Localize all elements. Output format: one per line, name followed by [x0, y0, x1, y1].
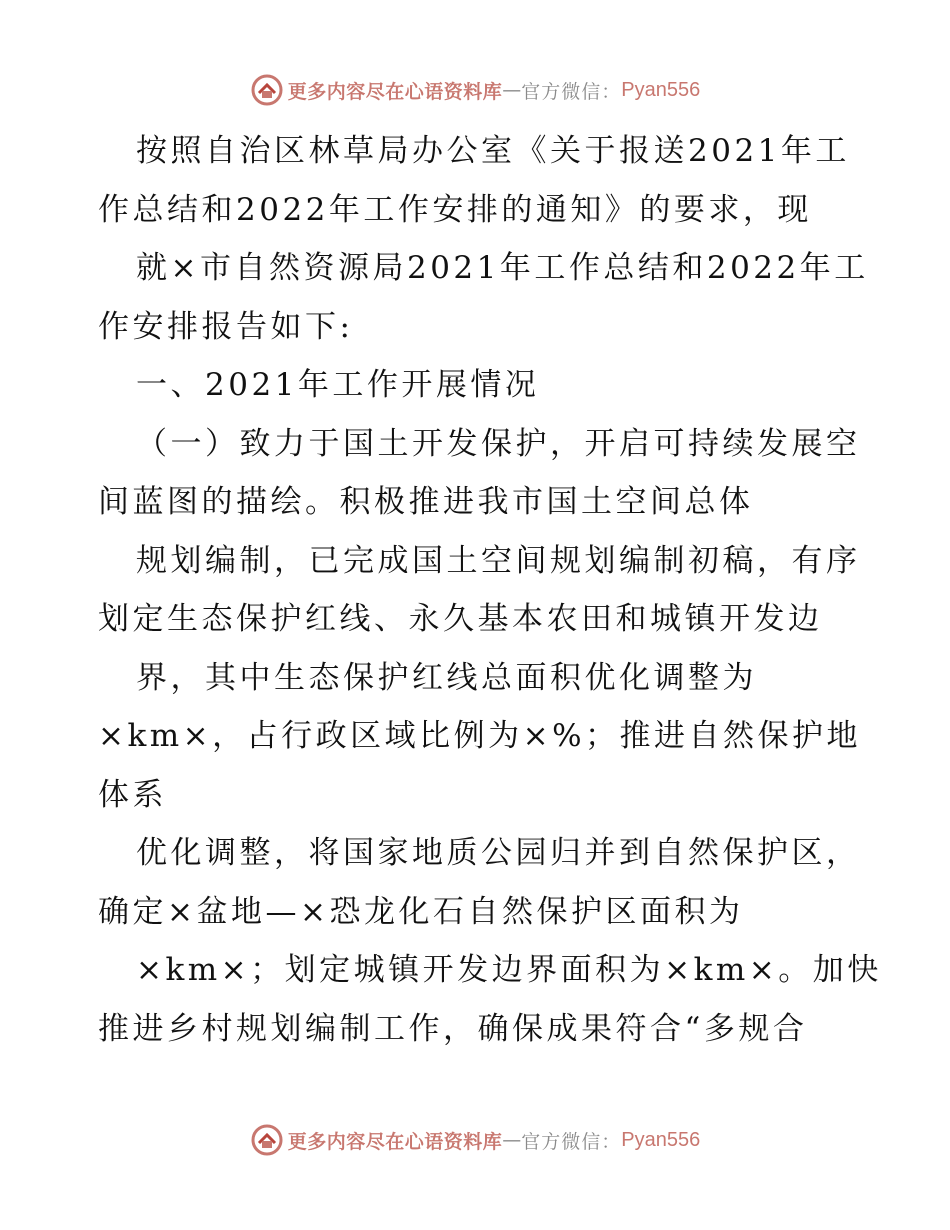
text-line: （一）致力于国土开发保护，开启可持续发展空: [136, 425, 861, 462]
watermark-label: 官方微信：: [521, 80, 622, 103]
watermark-wechat-id: Pyan556: [621, 1128, 701, 1151]
text-line: 推进乡村规划编制工作，确保成果符合“多规合: [98, 1010, 808, 1047]
header-watermark: [0, 72, 950, 108]
text-line: 就×市自然资源局2021年工作总结和2022年工: [136, 250, 869, 286]
text-line: 确定×盆地—×恐龙化石自然保护区面积为: [98, 893, 744, 930]
text-line: 按照自治区林草局办公室《关于报送2021年工: [136, 133, 850, 169]
text-line: 间蓝图的描绘。积极推进我市国土空间总体: [98, 484, 754, 520]
text-line: ×km×；划定城镇开发边界面积为×km×。加快: [136, 952, 882, 988]
watermark-main-text: 更多内容尽在心语资料库: [287, 1130, 503, 1153]
document-body: [98, 122, 882, 1058]
text-line: 体系: [98, 776, 167, 813]
text-line: ×km×，占行政区域比例为×%；推进自然保护地: [98, 718, 862, 754]
text-line: 一、2021年工作开展情况: [136, 367, 540, 403]
text-line: 规划编制，已完成国土空间规划编制初稿，有序: [136, 542, 861, 579]
book-logo-icon: [250, 1123, 284, 1157]
watermark-main-text: 更多内容尽在心语资料库: [287, 80, 503, 103]
watermark-wechat-id: Pyan556: [621, 78, 701, 101]
watermark-separator: —: [502, 79, 522, 101]
watermark-separator: —: [502, 1129, 522, 1151]
text-line: 划定生态保护红线、永久基本农田和城镇开发边: [98, 601, 823, 637]
watermark-label: 官方微信：: [521, 1130, 622, 1153]
text-line: 优化调整，将国家地质公园归并到自然保护区，: [136, 835, 861, 871]
book-logo-icon: [250, 73, 284, 107]
footer-watermark: [0, 1122, 950, 1158]
text-line: 作总结和2022年工作安排的通知》的要求，现: [98, 191, 812, 228]
text-line: 界，其中生态保护红线总面积优化调整为: [136, 659, 757, 696]
text-line: 作安排报告如下:: [98, 308, 354, 345]
